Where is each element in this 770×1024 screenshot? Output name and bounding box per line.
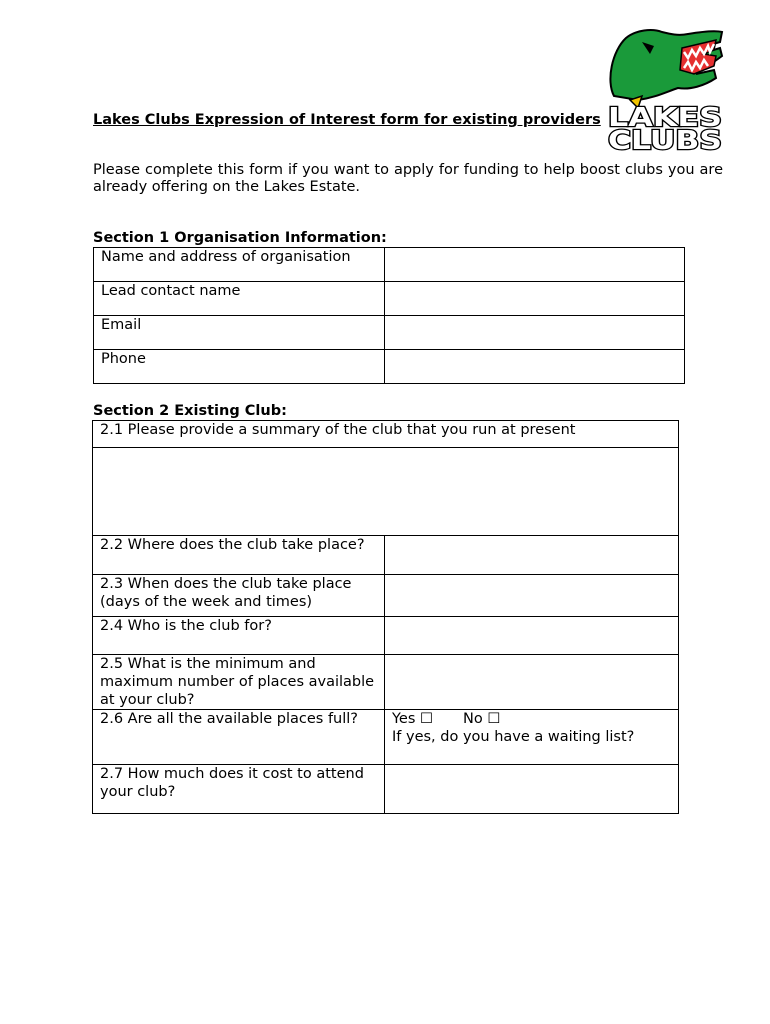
phone-field[interactable]	[385, 350, 685, 384]
logo-text-lakes: LAKES	[608, 103, 722, 133]
q2-3-label: 2.3 When does the club take place (days of the week and times)	[93, 575, 385, 617]
table-row	[94, 282, 685, 316]
table-row	[94, 350, 685, 384]
q2-4-field[interactable]	[385, 617, 679, 655]
table-row	[93, 448, 679, 536]
q2-6-label: 2.6 Are all the available places full?	[93, 710, 385, 765]
yes-checkbox[interactable]: ☐	[420, 711, 434, 727]
email-field[interactable]	[385, 316, 685, 350]
table-row	[94, 248, 685, 282]
table-row	[94, 316, 685, 350]
yes-option-label: Yes	[392, 711, 416, 727]
table-row	[93, 765, 679, 814]
email-label: Email	[94, 316, 385, 350]
table-row	[93, 536, 679, 575]
table-row	[93, 617, 679, 655]
q2-5-label: 2.5 What is the minimum and maximum number of places available at your club?	[93, 655, 385, 710]
intro-paragraph: Please complete this form if you want to apply for funding to help boost clubs you are already offering on the Lakes Estate.	[93, 162, 723, 195]
q2-1-summary-field[interactable]	[93, 448, 679, 536]
lead-contact-field[interactable]	[385, 282, 685, 316]
q2-2-field[interactable]	[385, 536, 679, 575]
table-row	[93, 655, 679, 710]
table-row	[93, 421, 679, 448]
existing-club-table	[92, 420, 679, 814]
waiting-list-question: If yes, do you have a waiting list?	[392, 729, 635, 745]
organisation-info-table	[93, 247, 685, 384]
table-row	[93, 710, 679, 765]
q2-7-field[interactable]	[385, 765, 679, 814]
no-checkbox[interactable]: ☐	[487, 711, 501, 727]
q2-5-field[interactable]	[385, 655, 679, 710]
section2-heading: Section 2 Existing Club:	[93, 403, 287, 419]
q2-3-field[interactable]	[385, 575, 679, 617]
q2-4-label: 2.4 Who is the club for?	[93, 617, 385, 655]
q2-1-label: 2.1 Please provide a summary of the club that you run at present	[93, 421, 679, 448]
phone-label: Phone	[94, 350, 385, 384]
q2-2-label: 2.2 Where does the club take place?	[93, 536, 385, 575]
crocodile-head-icon	[610, 30, 722, 108]
table-row	[93, 575, 679, 617]
section1-heading: Section 1 Organisation Information:	[93, 230, 387, 246]
form-title: Lakes Clubs Expression of Interest form for existing providers	[93, 112, 601, 128]
q2-6-options	[385, 710, 679, 765]
no-option-label: No	[463, 711, 483, 727]
org-name-address-label: Name and address of organisation	[94, 248, 385, 282]
logo-text-clubs: CLUBS	[608, 126, 722, 152]
lakes-clubs-logo	[604, 26, 728, 152]
org-name-address-field[interactable]	[385, 248, 685, 282]
lead-contact-label: Lead contact name	[94, 282, 385, 316]
q2-7-label: 2.7 How much does it cost to attend your club?	[93, 765, 385, 814]
